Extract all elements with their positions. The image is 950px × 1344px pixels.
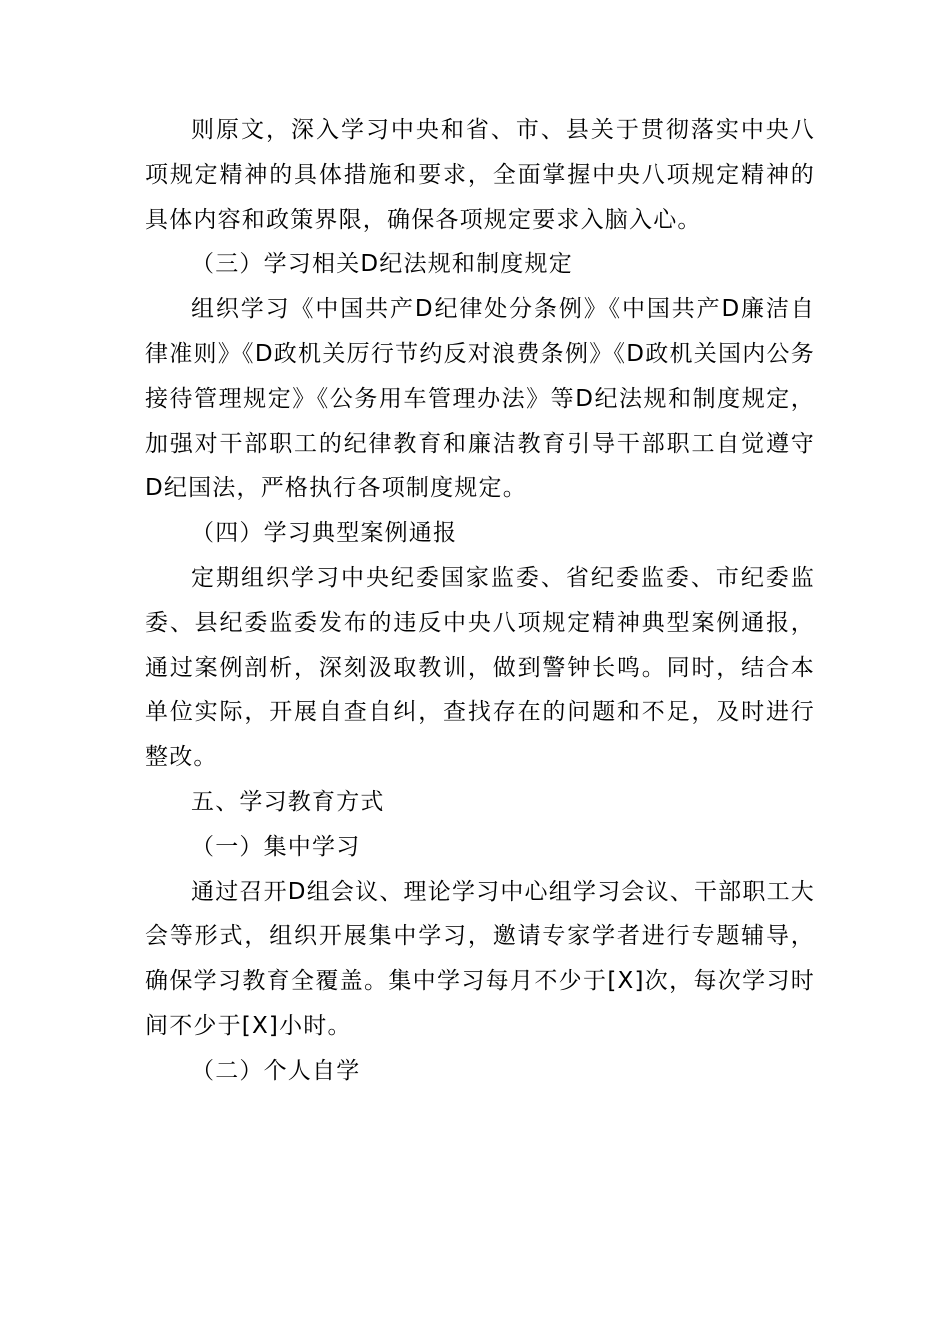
heading-section-3: （三）学习相关D纪法规和制度规定	[191, 251, 573, 278]
heading-learning-methods: 五、学习教育方式	[191, 788, 385, 815]
paragraph-regulations-study: 则原文，深入学习中央和省、市、县关于贯彻落实中央八项规定精神的具体措施和要求，全面掌握中央八项规定精神的具体内容和政策界限，确保各项规定要求入脑入心。	[145, 117, 815, 233]
document-body	[145, 108, 815, 1094]
paragraph-centralized-learning: 通过召开D组会议、理论学习中心组学习会议、干部职工大会等形式，组织开展集中学习，邀请专家学者进行专题辅导，确保学习教育全覆盖。集中学习每月不少于[X]次，每次学习时间不少于[X]小时。	[145, 878, 815, 1039]
heading-self-study: （二）个人自学	[191, 1057, 361, 1084]
heading-centralized-learning: （一）集中学习	[191, 833, 361, 860]
heading-section-4: （四）学习典型案例通报	[191, 520, 458, 547]
paragraph-case-studies: 定期组织学习中央纪委国家监委、省纪委监委、市纪委监委、县纪委监委发布的违反中央八项规定精神典型案例通报，通过案例剖析，深刻汲取教训，做到警钟长鸣。同时，结合本单位实际，开展自查自纠，查找存在的问题和不足，及时进行整改。	[145, 564, 815, 771]
paragraph-party-rules: 组织学习《中国共产D纪律处分条例》《中国共产D廉洁自律准则》《D政机关厉行节约反对浪费条例》《D政机关国内公务接待管理规定》《公务用车管理办法》等D纪法规和制度规定，加强对干部职工的纪律教育和廉洁教育引导干部职工自觉遵守D纪国法，严格执行各项制度规定。	[145, 296, 815, 502]
